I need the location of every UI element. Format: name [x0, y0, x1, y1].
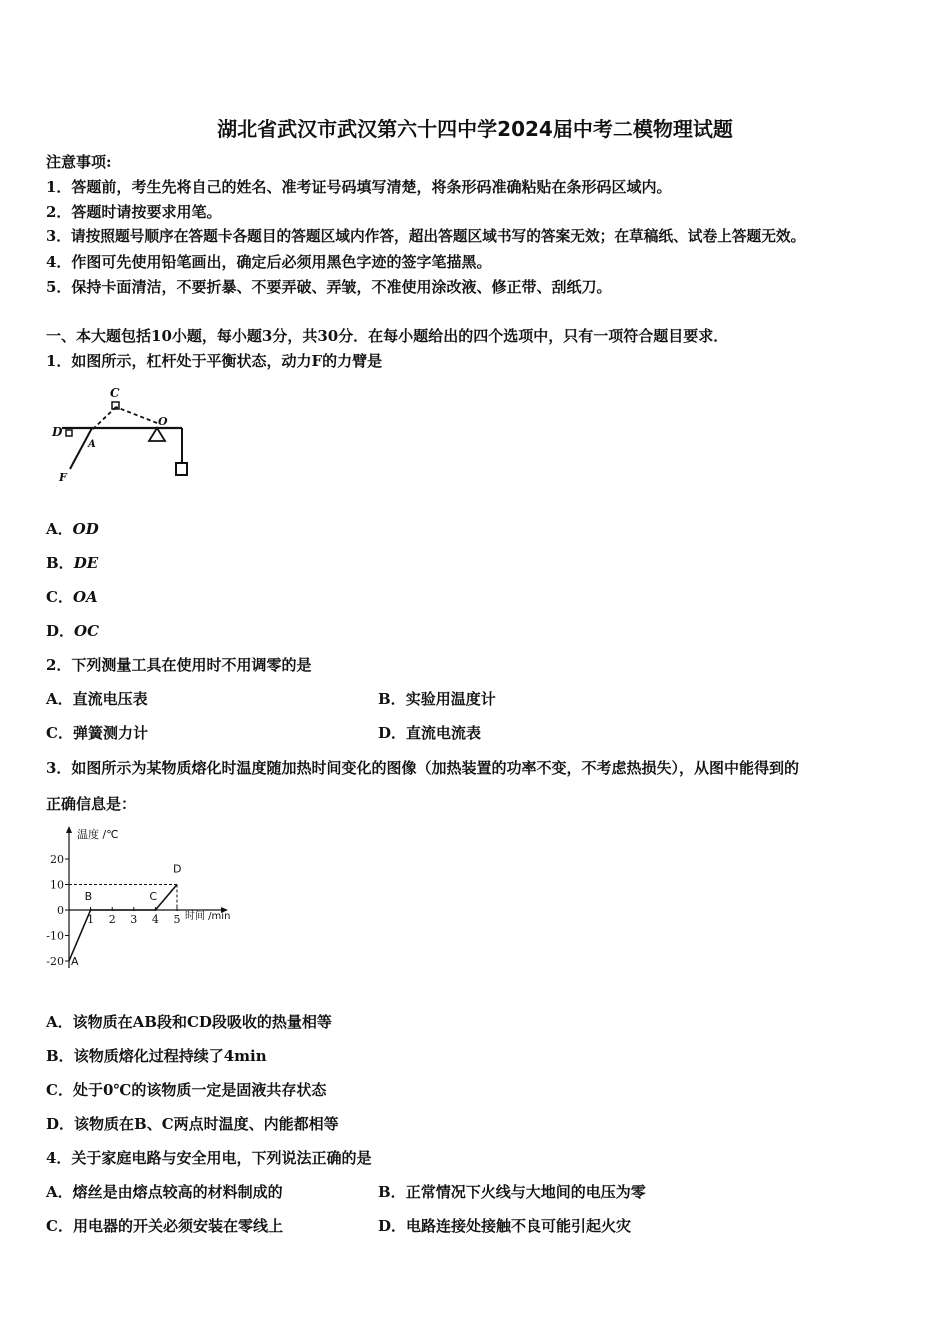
q1-option-b: B．DE — [46, 554, 99, 572]
q1-option-c: C．OA — [46, 588, 98, 606]
notice-item: 3．请按照题号顺序在答题卡各题目的答题区域内作答，超出答题区域书写的答案无效；在草稿纸、试卷上答题无效。 — [46, 228, 806, 245]
y-axis-arrow — [66, 826, 72, 833]
y-tick-label: 0 — [57, 904, 64, 917]
x-tick-label: 3 — [130, 913, 138, 926]
q2-option-d: D．直流电流表 — [378, 724, 482, 742]
y-tick-label: 20 — [50, 853, 64, 866]
y-tick-label: 10 — [50, 878, 64, 892]
temperature-time-chart — [40, 822, 255, 972]
section-heading: 一、本大题包括10小题，每小题3分，共30分．在每小题给出的四个选项中，只有一项符合题目要求． — [46, 327, 729, 345]
point-label-d: D — [173, 862, 182, 876]
q4-option-c: C．用电器的开关必须安装在零线上 — [46, 1217, 283, 1235]
point-label-b: B — [84, 890, 93, 903]
q4-option-a: A．熔丝是由熔点较高的材料制成的 — [46, 1183, 283, 1201]
q1-option-d: D．OC — [46, 622, 100, 640]
x-tick-label: 4 — [151, 913, 159, 926]
lever-label-f: F — [59, 471, 67, 484]
x-tick-label: 1 — [87, 913, 95, 926]
x-axis-label: 时间 /min — [185, 911, 231, 922]
question-3-stem-cont: 正确信息是： — [46, 795, 137, 813]
notice-item: 5．保持卡面清洁，不要折暴、不要弄破、弄皱，不准使用涂改液、修正带、刮纸刀。 — [46, 278, 612, 296]
lever-label-c: C — [110, 386, 120, 400]
notice-item: 2．答题时请按要求用笔。 — [46, 203, 222, 221]
y-tick-label: -10 — [46, 929, 64, 943]
q3-option-b: B．该物质熔化过程持续了4min — [46, 1047, 267, 1065]
notice-heading: 注意事项: — [46, 153, 112, 171]
q3-option-c: C．处于0℃的该物质一定是固液共存状态 — [46, 1081, 327, 1099]
q2-option-c: C．弹簧测力计 — [46, 724, 148, 742]
q2-option-a: A．直流电压表 — [46, 690, 148, 708]
x-tick-label: 5 — [173, 913, 181, 926]
y-tick-label: -20 — [46, 955, 64, 968]
question-4-stem: 4．关于家庭电路与安全用电，下列说法正确的是 — [46, 1149, 372, 1167]
point-label-c: C — [149, 890, 158, 903]
notice-item: 1．答题前，考生先将自己的姓名、准考证号码填写清楚，将条形码准确粘贴在条形码区域内。 — [46, 178, 672, 196]
lever-label-a: A — [88, 439, 96, 450]
page-title: 湖北省武汉市武汉第六十四中学2024届中考二模物理试题 — [217, 117, 733, 141]
y-axis-label: 温度 /℃ — [77, 828, 119, 841]
question-2-stem: 2．下列测量工具在使用时不用调零的是 — [46, 656, 312, 674]
q2-option-b: B．实验用温度计 — [378, 690, 496, 708]
notice-item: 4．作图可先使用铅笔画出，确定后必须用黑色字迹的签字笔描黑。 — [46, 253, 492, 271]
lever-label-o: O — [158, 415, 168, 428]
x-tick-label: 2 — [108, 913, 116, 926]
lever-label-d: D — [52, 425, 63, 439]
q3-option-a: A．该物质在AB段和CD段吸收的热量相等 — [46, 1013, 332, 1031]
q3-option-d: D．该物质在B、C两点时温度、内能都相等 — [46, 1115, 339, 1133]
q4-option-d: D．电路连接处接触不良可能引起火灾 — [378, 1217, 632, 1235]
q1-option-a: A．OD — [46, 520, 99, 538]
question-1-stem: 1．如图所示，杠杆处于平衡状态，动力F的力臂是 — [46, 352, 383, 370]
point-label-a: A — [71, 955, 79, 968]
lever-figure — [50, 383, 200, 488]
q4-option-b: B．正常情况下火线与大地间的电压为零 — [378, 1183, 646, 1201]
question-3-stem: 3．如图所示为某物质熔化时温度随加热时间变化的图像（加热装置的功率不变，不考虑热损失），从图中能得到的 — [46, 759, 799, 777]
